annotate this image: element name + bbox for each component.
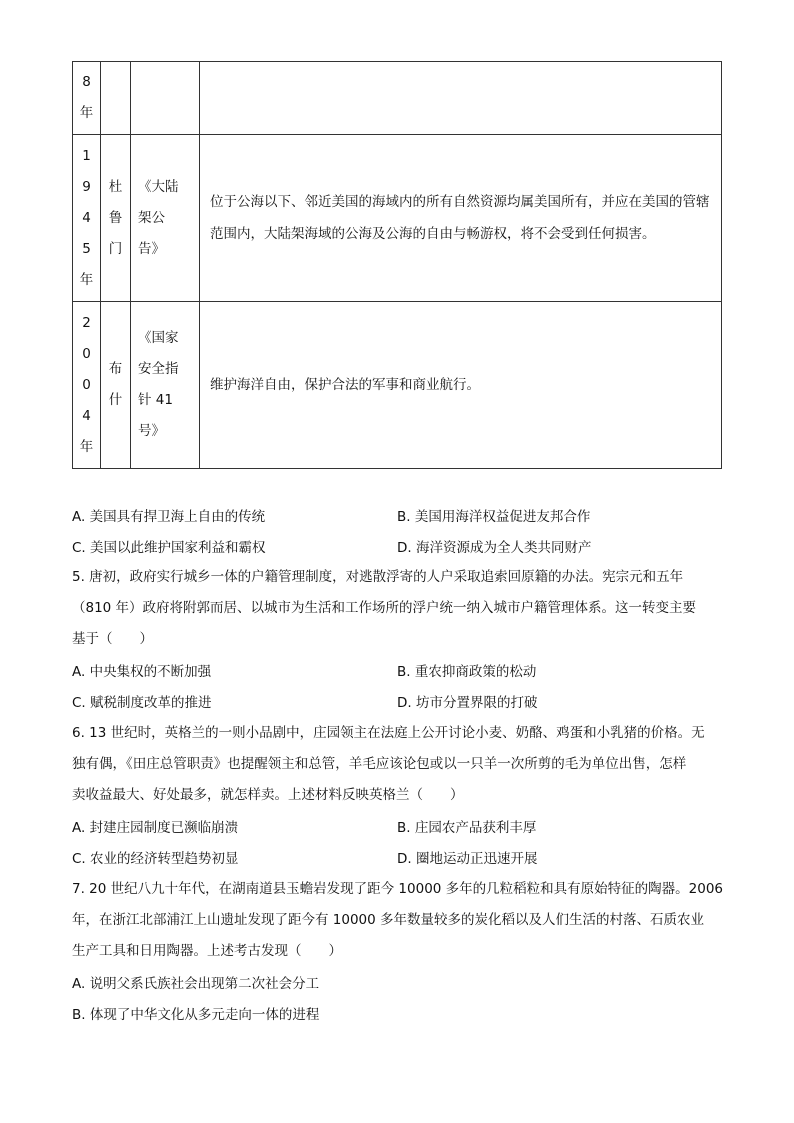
- president-char: 门: [108, 240, 123, 257]
- option-a[interactable]: A. 封建庄园制度已濒临崩溃: [72, 820, 239, 836]
- year-char: 9: [82, 178, 91, 195]
- option-c[interactable]: C. 赋税制度改革的推进: [72, 695, 212, 711]
- table-row: [73, 62, 722, 135]
- document-cell: [131, 62, 200, 135]
- document-line: 针 41: [138, 392, 173, 408]
- year-char: 1: [82, 147, 91, 164]
- year-cell: [73, 302, 101, 469]
- question-5-line: （810 年）政府将附郭而居、以城市为生活和工作场所的浮户统一纳入城市户籍管理体系。这一转变主要: [72, 600, 697, 616]
- option-a[interactable]: A. 中央集权的不断加强: [72, 664, 212, 680]
- question-6-line: 独有偶，《田庄总管职责》也提醒领主和总管，羊毛应该论包或以一只羊一次所剪的毛为单位出售，怎样: [72, 756, 687, 772]
- document-line: 告》: [138, 240, 165, 257]
- content-cell: 维护海洋自由，保护合法的军事和商业航行。: [200, 302, 722, 469]
- option-b[interactable]: B. 庄园农产品获利丰厚: [397, 820, 537, 836]
- year-char: 0: [82, 376, 91, 393]
- table-row: [73, 135, 722, 302]
- document-line: 架公: [138, 209, 165, 226]
- option-b[interactable]: B. 重农抑商政策的松动: [397, 664, 537, 680]
- year-char: 年: [79, 271, 94, 288]
- option-a[interactable]: A. 说明父系氏族社会出现第二次社会分工: [72, 976, 320, 992]
- content-cell: 位于公海以下、邻近美国的海域内的所有自然资源均属美国所有，并应在美国的管辖范围内，大陆架海域的公海及公海的自由与畅游权，将不会受到任何损害。: [200, 135, 722, 302]
- question-6-line: 卖收益最大、好处最多，就怎样卖。上述材料反映英格兰（ ）: [72, 787, 464, 803]
- option-a[interactable]: A. 美国具有捍卫海上自由的传统: [72, 509, 266, 525]
- document-cell: [131, 135, 200, 302]
- document-line: 《国家: [138, 330, 179, 346]
- president-char: 什: [108, 392, 123, 408]
- year-char: 4: [82, 209, 91, 226]
- president-char: 布: [108, 361, 123, 377]
- year-char: 年: [79, 438, 94, 455]
- option-d[interactable]: D. 圈地运动正迅速开展: [397, 851, 538, 867]
- option-c[interactable]: C. 农业的经济转型趋势初显: [72, 851, 239, 867]
- option-c[interactable]: C. 美国以此维护国家利益和霸权: [72, 540, 266, 556]
- question-5-line: 5. 唐初，政府实行城乡一体的户籍管理制度，对逃散浮寄的人户采取追索回原籍的办法。宪宗元和五年: [72, 569, 684, 585]
- question-7-line: 年，在浙江北部浦江上山遗址发现了距今有 10000 多年数量较多的炭化稻以及人们生活的村落、石质农业: [72, 912, 705, 928]
- question-7-line: 生产工具和日用陶器。上述考古发现（ ）: [72, 943, 342, 959]
- year-char: 0: [82, 345, 91, 362]
- president-cell: [101, 302, 131, 469]
- document-line: 《大陆: [138, 178, 179, 195]
- year-char: 8: [82, 74, 91, 90]
- president-char: 杜: [108, 178, 123, 195]
- year-char: 年: [79, 105, 94, 121]
- content-cell: [200, 62, 722, 135]
- year-char: 4: [82, 407, 91, 424]
- year-cell: [73, 135, 101, 302]
- president-char: 鲁: [108, 209, 123, 226]
- document-cell: [131, 302, 200, 469]
- question-7-line: 7. 20 世纪八九十年代，在湖南道县玉蟾岩发现了距今 10000 多年的几粒稻粒和具有原始特征的陶器。2006: [72, 881, 724, 897]
- history-table: [72, 61, 722, 469]
- president-cell: [101, 62, 131, 135]
- option-d[interactable]: D. 坊市分置界限的打破: [397, 695, 538, 711]
- president-cell: [101, 135, 131, 302]
- option-b[interactable]: B. 体现了中华文化从多元走向一体的进程: [72, 1007, 320, 1023]
- table-row: [73, 302, 722, 469]
- question-6-line: 6. 13 世纪时，英格兰的一则小品剧中，庄园领主在法庭上公开讨论小麦、奶酪、鸡蛋和小乳猪的价格。无: [72, 725, 705, 741]
- option-d[interactable]: D. 海洋资源成为全人类共同财产: [397, 540, 592, 556]
- document-line: 号》: [138, 423, 165, 439]
- option-b[interactable]: B. 美国用海洋权益促进友邦合作: [397, 509, 591, 525]
- year-char: 2: [82, 314, 91, 331]
- document-line: 安全指: [138, 361, 179, 377]
- year-cell: [73, 62, 101, 135]
- question-5-line: 基于（ ）: [72, 631, 153, 647]
- year-char: 5: [82, 240, 91, 257]
